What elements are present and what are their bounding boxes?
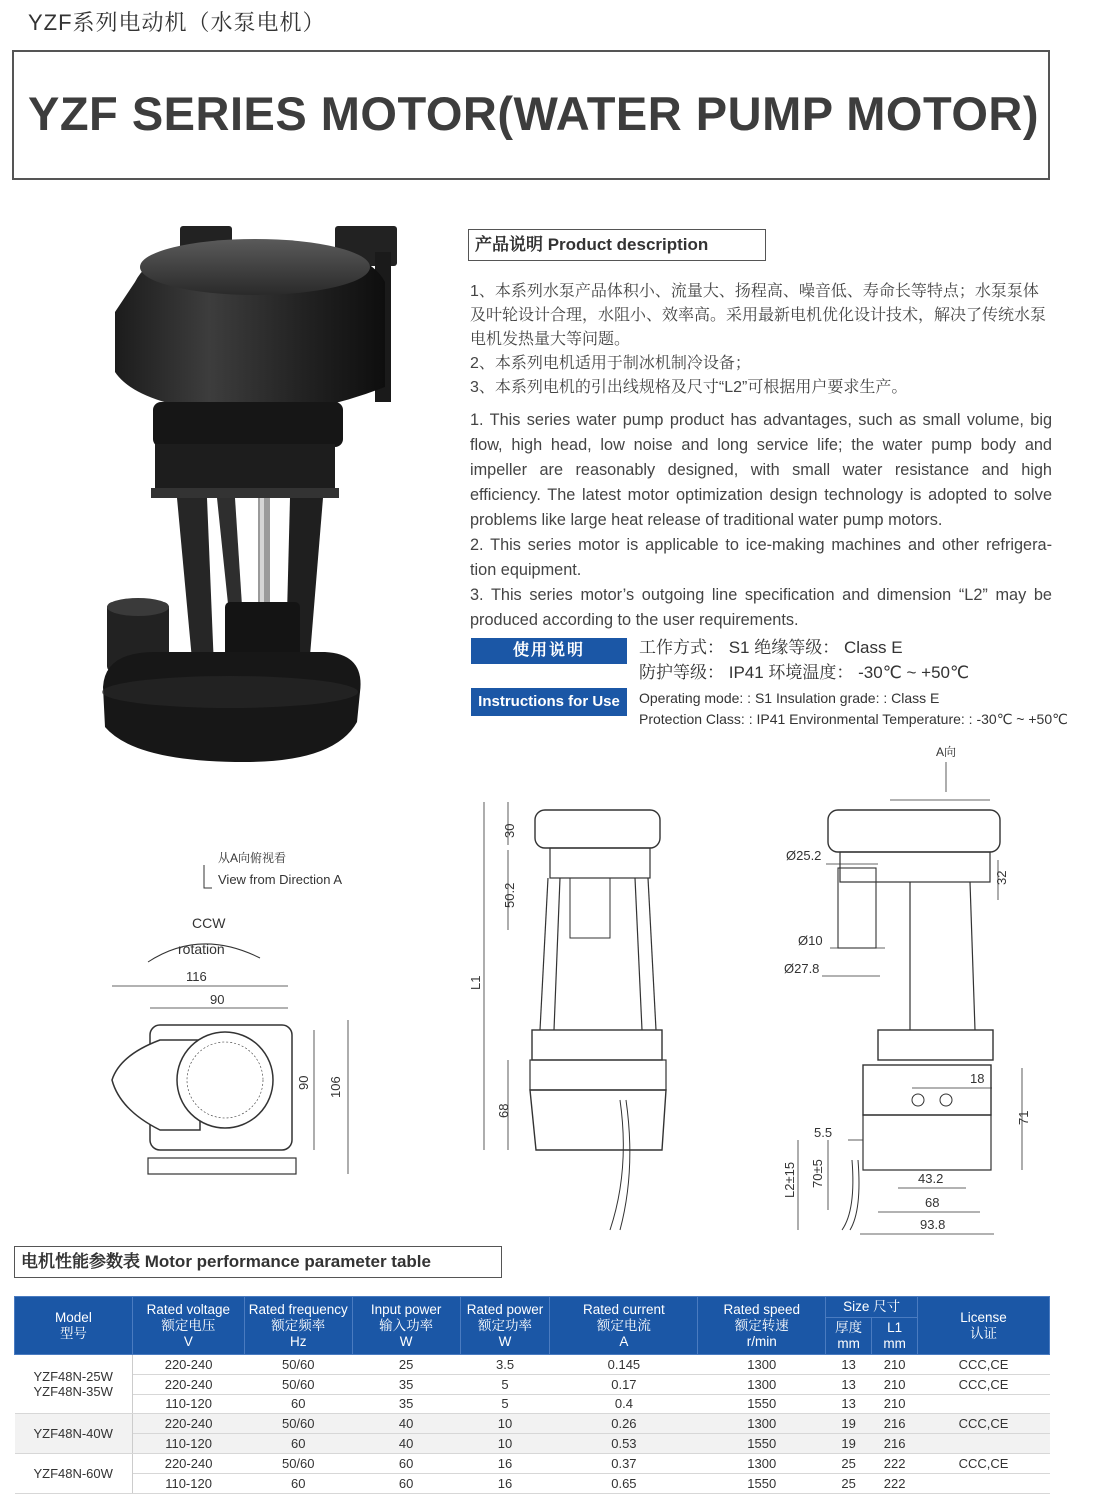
- spec-en-line1: Operating mode: : S1 Insulation grade: : Class E: [639, 690, 940, 706]
- desc-cn-2: 2、本系列电机适用于制冰机制冷设备；: [470, 355, 751, 372]
- side-view-drawing: [470, 790, 700, 1240]
- spec-en-line2: Protection Class: : IP41 Environmental Temperature: : -30℃ ~ +50℃: [639, 711, 1068, 727]
- chinese-title: YZF系列电动机（水泵电机）: [28, 10, 326, 35]
- model-name: YZF48N-35W: [33, 1384, 113, 1400]
- table-cell: 40: [352, 1414, 460, 1434]
- desc-en-2: 2. This series motor is applicable to ice-making machines and other refrigera-tion equipment.: [470, 536, 1052, 579]
- table-cell: 50/60: [244, 1414, 352, 1434]
- table-cell: 50/60: [244, 1374, 352, 1394]
- col-speed: Rated speed 额定转速 r/min: [698, 1297, 826, 1355]
- table-cell: 1550: [698, 1394, 826, 1414]
- table-cell: 50/60: [244, 1355, 352, 1375]
- dim-32: 32: [994, 870, 1009, 885]
- table-row: [15, 1453, 1050, 1473]
- table-cell: 222: [872, 1473, 918, 1493]
- col-model: Model 型号: [15, 1297, 133, 1355]
- dim-10: Ø10: [798, 933, 823, 948]
- instructions-badge-cn: 使用说明: [471, 638, 627, 664]
- description-chinese: [470, 280, 1052, 400]
- model-name: YZF48N-40W: [33, 1426, 113, 1442]
- table-cell: 0.53: [550, 1434, 698, 1454]
- dim-90: 90: [210, 992, 225, 1007]
- table-cell: [918, 1434, 1050, 1454]
- table-cell: 60: [352, 1473, 460, 1493]
- instructions-badge-en: Instructions for Use: [471, 688, 627, 716]
- dim-l2: L2±15: [782, 1161, 797, 1198]
- main-title: YZF SERIES MOTOR(WATER PUMP MOTOR): [28, 87, 1039, 140]
- desc-en-3: 3. This series motor’s outgoing line specification and dimension “L2” may be produced according to the user requirements.: [470, 586, 1052, 629]
- dim-50-2: 50.2: [502, 882, 517, 908]
- col-frequency: Rated frequency 额定频率 Hz: [244, 1297, 352, 1355]
- table-cell: 40: [352, 1434, 460, 1454]
- table-cell: 60: [244, 1434, 352, 1454]
- dim-90-vertical: 90: [296, 1075, 311, 1090]
- dim-93-8: 93.8: [920, 1217, 946, 1232]
- col-size: Size 尺寸: [826, 1297, 918, 1318]
- table-cell: CCC,CE: [918, 1355, 1050, 1375]
- table-cell: 16: [460, 1453, 550, 1473]
- dim-116: 116: [186, 969, 207, 984]
- table-cell: 10: [460, 1434, 550, 1454]
- spec-cn-line1: 工作方式： S1 绝缘等级： Class E: [639, 638, 903, 657]
- table-cell: 216: [872, 1434, 918, 1454]
- table-cell: 5: [460, 1394, 550, 1414]
- table-cell: 220-240: [132, 1453, 244, 1473]
- col-thickness: 厚度 mm: [826, 1318, 872, 1355]
- front-view-drawing: [770, 740, 1040, 1240]
- table-cell: 110-120: [132, 1394, 244, 1414]
- product-description-heading: 产品说明 Product description: [468, 229, 766, 261]
- table-cell: 25: [352, 1355, 460, 1375]
- table-row: [15, 1414, 1050, 1434]
- col-license: License 认证: [918, 1297, 1050, 1355]
- table-cell: 13: [826, 1355, 872, 1375]
- label-ccw: CCW: [192, 915, 226, 931]
- label-from-a-en: View from Direction A: [218, 872, 343, 887]
- table-cell: 35: [352, 1394, 460, 1414]
- spec-cn-line2: 防护等级： IP41 环境温度： -30℃ ~ +50℃: [639, 663, 970, 682]
- table-cell: 3.5: [460, 1355, 550, 1375]
- table-heading: 电机性能参数表 Motor performance parameter table: [14, 1246, 502, 1278]
- desc-cn-1: 1、本系列水泵产品体积小、流量大、扬程高、噪音低、寿命长等特点；水泵泵体及叶轮设计合理，水阻小、效率高。采用最新电机优化设计技术，解决了传统水泵电机发热量大等问题。: [470, 283, 1047, 348]
- dim-106: 106: [328, 1076, 343, 1098]
- dim-43-2: 43.2: [918, 1171, 944, 1186]
- table-cell: 0.26: [550, 1414, 698, 1434]
- spec-english: [639, 688, 1068, 730]
- table-cell: 210: [872, 1374, 918, 1394]
- table-cell: 13: [826, 1374, 872, 1394]
- table-cell: 110-120: [132, 1473, 244, 1493]
- table-cell: 19: [826, 1414, 872, 1434]
- table-cell: 35: [352, 1374, 460, 1394]
- table-cell: 0.65: [550, 1473, 698, 1493]
- table-cell: 50/60: [244, 1453, 352, 1473]
- table-row: [15, 1473, 1050, 1493]
- table-cell: 216: [872, 1414, 918, 1434]
- dim-30: 30: [502, 823, 517, 838]
- dim-18: 18: [970, 1071, 985, 1086]
- spec-chinese: [639, 635, 969, 685]
- table-row: [15, 1394, 1050, 1414]
- table-cell: 110-120: [132, 1434, 244, 1454]
- table-cell: 60: [352, 1453, 460, 1473]
- table-cell: 16: [460, 1473, 550, 1493]
- model-name: YZF48N-25W: [33, 1369, 113, 1385]
- table-cell: 10: [460, 1414, 550, 1434]
- table-cell: [918, 1473, 1050, 1493]
- table-cell: 0.37: [550, 1453, 698, 1473]
- performance-table: [14, 1296, 1050, 1494]
- pump-photo: [95, 222, 405, 782]
- col-input-power: Input power 输入功率 W: [352, 1297, 460, 1355]
- table-cell: 1550: [698, 1434, 826, 1454]
- title-banner: [12, 50, 1050, 180]
- table-cell: 0.4: [550, 1394, 698, 1414]
- table-cell: 1300: [698, 1453, 826, 1473]
- label-dir-a: A向: [936, 745, 957, 759]
- table-cell: 222: [872, 1453, 918, 1473]
- table-cell: 210: [872, 1355, 918, 1375]
- model-cell: [15, 1414, 133, 1454]
- table-cell: 210: [872, 1394, 918, 1414]
- table-cell: 25: [826, 1473, 872, 1493]
- dim-70: 70±5: [810, 1159, 825, 1188]
- table-cell: 0.17: [550, 1374, 698, 1394]
- table-cell: CCC,CE: [918, 1453, 1050, 1473]
- model-cell: [15, 1355, 133, 1414]
- col-l1: L1 mm: [872, 1318, 918, 1355]
- dim-25-2: Ø25.2: [786, 848, 822, 863]
- table-row: [15, 1374, 1050, 1394]
- table-cell: 25: [826, 1453, 872, 1473]
- dim-68: 68: [925, 1195, 940, 1210]
- table-cell: 1300: [698, 1355, 826, 1375]
- table-cell: 5: [460, 1374, 550, 1394]
- table-cell: 1300: [698, 1414, 826, 1434]
- table-cell: 13: [826, 1394, 872, 1414]
- table-row: [15, 1434, 1050, 1454]
- table-cell: 0.145: [550, 1355, 698, 1375]
- table-cell: CCC,CE: [918, 1374, 1050, 1394]
- table-cell: 19: [826, 1434, 872, 1454]
- dim-5-5: 5.5: [814, 1125, 833, 1140]
- table-row: [15, 1355, 1050, 1375]
- table-cell: 220-240: [132, 1374, 244, 1394]
- table-cell: [918, 1394, 1050, 1414]
- table-cell: 220-240: [132, 1414, 244, 1434]
- model-cell: [15, 1453, 133, 1493]
- label-rotation: rotation: [178, 941, 225, 957]
- dim-l1: L1: [468, 975, 483, 990]
- model-name: YZF48N-60W: [33, 1465, 113, 1481]
- table-cell: 1550: [698, 1473, 826, 1493]
- description-english: [470, 408, 1052, 633]
- table-cell: CCC,CE: [918, 1414, 1050, 1434]
- col-current: Rated current 额定电流 A: [550, 1297, 698, 1355]
- table-cell: 220-240: [132, 1355, 244, 1375]
- table-header-row: [15, 1297, 1050, 1318]
- top-view-drawing: [100, 840, 370, 1200]
- dim-68-vertical: 68: [496, 1103, 511, 1118]
- table-cell: 1300: [698, 1374, 826, 1394]
- table-cell: 60: [244, 1473, 352, 1493]
- dim-71: 71: [1016, 1110, 1031, 1125]
- col-rated-power: Rated power 额定功率 W: [460, 1297, 550, 1355]
- desc-cn-3: 3、本系列电机的引出线规格及尺寸“L2”可根据用户要求生产。: [470, 379, 908, 396]
- col-voltage: Rated voltage 额定电压 V: [132, 1297, 244, 1355]
- table-cell: 60: [244, 1394, 352, 1414]
- dim-27-8: Ø27.8: [784, 961, 820, 976]
- label-from-a-cn: 从A向俯视看: [218, 851, 287, 865]
- desc-en-1: 1. This series water pump product has advantages, such as small volume, big flow, high head, low noise and long service life; the water pump body and impeller are reasonably designed, with small water resistance and high efficiency. The latest motor optimization design technology is adopted to solve problems like large heat release of traditional water pump motors.: [470, 411, 1052, 529]
